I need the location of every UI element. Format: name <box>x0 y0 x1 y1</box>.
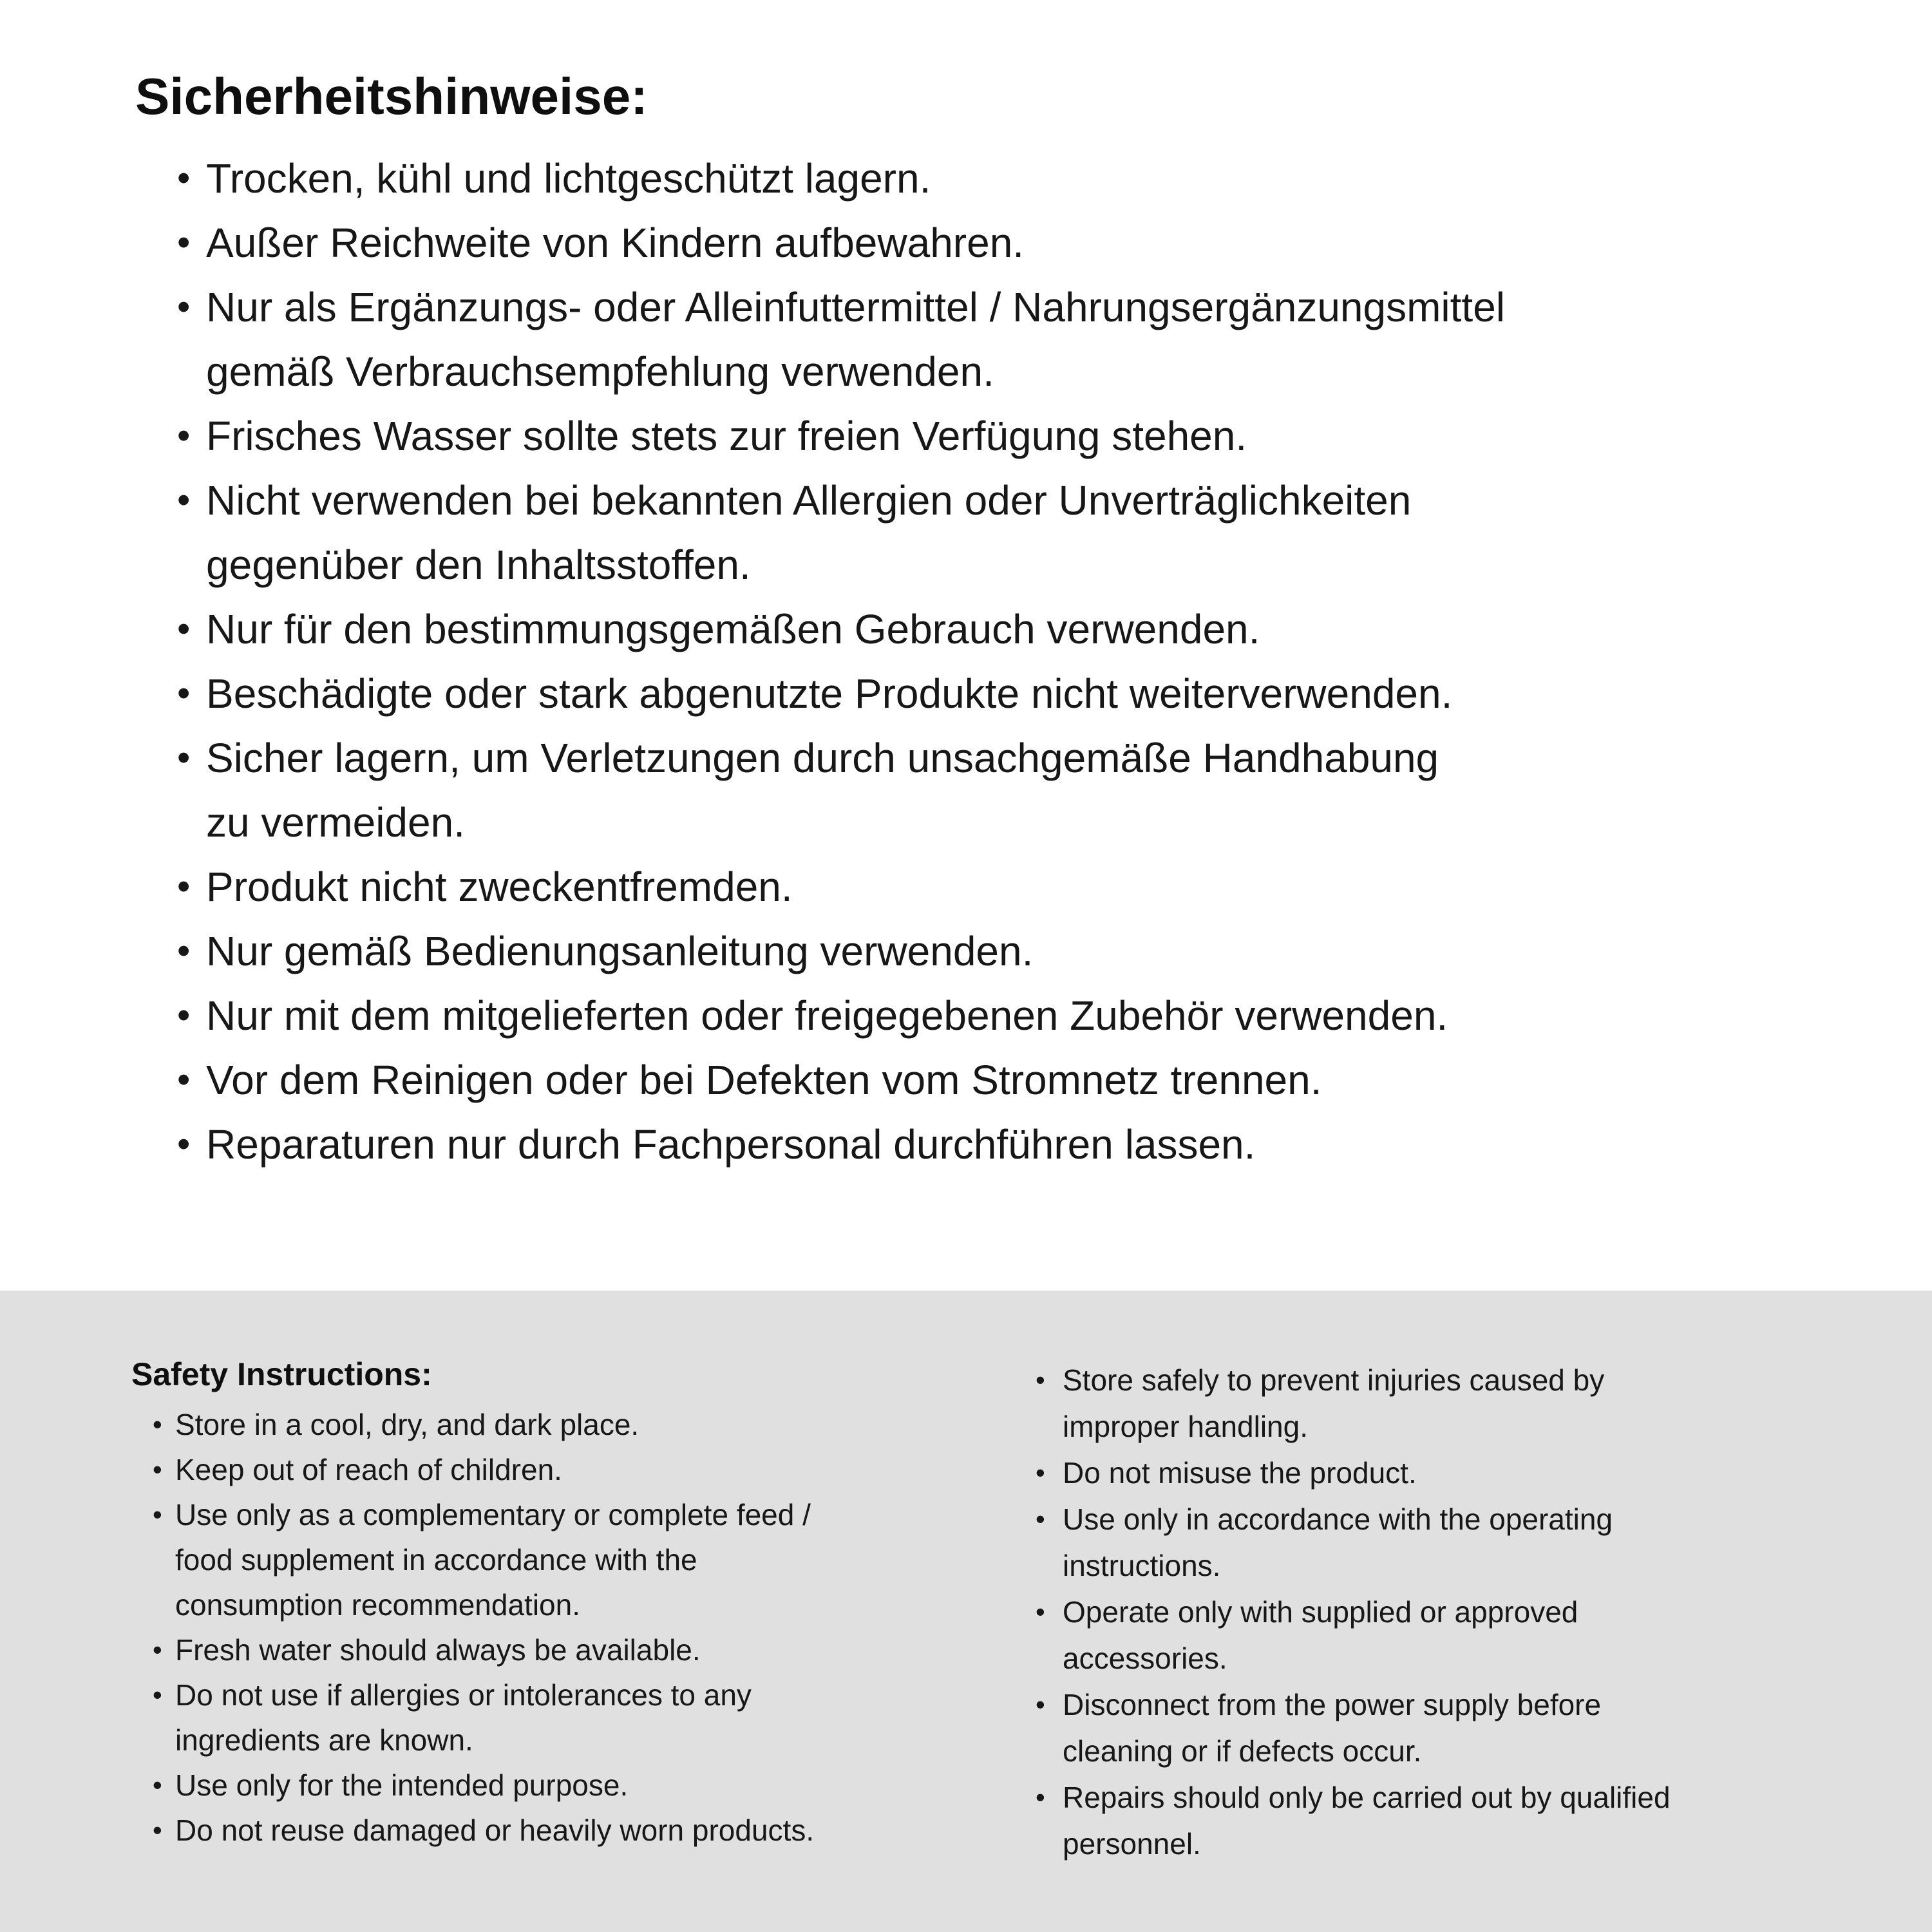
list-item <box>153 1402 814 1447</box>
english-safety-section-left <box>131 1356 814 1853</box>
list-item <box>153 1672 814 1763</box>
list-item <box>153 1447 814 1492</box>
list-line: gegenüber den Inhaltsstoffen. <box>206 542 751 588</box>
list-line: Produkt nicht zweckentfremden. <box>206 864 793 910</box>
list-line: Disconnect from the power supply before <box>1063 1688 1602 1721</box>
list-line: Repairs should only be carried out by qualified <box>1063 1781 1671 1814</box>
bullet-icon: • <box>177 1059 191 1101</box>
list-item <box>1036 1357 1671 1450</box>
english-safety-section-right <box>1036 1357 1671 1867</box>
bullet-icon: • <box>153 1680 162 1710</box>
bullet-icon: • <box>1036 1689 1045 1719</box>
list-line: Do not reuse damaged or heavily worn products. <box>175 1814 815 1847</box>
german-bullet-list <box>177 146 1505 1177</box>
bullet-icon: • <box>153 1499 162 1530</box>
bullet-icon: • <box>153 1454 162 1484</box>
bullet-icon: • <box>177 1123 191 1165</box>
list-item <box>1036 1589 1671 1681</box>
list-line: personnel. <box>1063 1827 1201 1861</box>
list-line: Store in a cool, dry, and dark place. <box>175 1408 639 1441</box>
list-line: Nur als Ergänzungs- oder Alleinfuttermittel / Nahrungsergänzungsmittel <box>206 284 1505 330</box>
list-item <box>153 1763 814 1808</box>
list-line: Store safely to prevent injuries caused by <box>1063 1363 1605 1397</box>
list-item <box>153 1492 814 1627</box>
list-line: Keep out of reach of children. <box>175 1453 562 1486</box>
bullet-icon: • <box>153 1409 162 1439</box>
bullet-icon: • <box>177 737 191 779</box>
list-line: food supplement in accordance with the <box>175 1543 697 1577</box>
list-item <box>1036 1681 1671 1774</box>
bullet-icon: • <box>177 866 191 907</box>
list-line: consumption recommendation. <box>175 1588 580 1622</box>
bullet-icon: • <box>177 930 191 972</box>
list-line: cleaning or if defects occur. <box>1063 1734 1422 1768</box>
bullet-icon: • <box>177 479 191 521</box>
english-bullet-list-right <box>1036 1357 1671 1867</box>
bullet-icon: • <box>153 1634 162 1665</box>
list-item <box>153 1808 814 1853</box>
bullet-icon: • <box>1036 1596 1045 1627</box>
list-item <box>177 146 1505 211</box>
bullet-icon: • <box>177 672 191 714</box>
list-item <box>177 919 1505 983</box>
list-line: Nur mit dem mitgelieferten oder freigegebenen Zubehör verwenden. <box>206 992 1448 1039</box>
list-item <box>177 661 1505 726</box>
list-line: Frisches Wasser sollte stets zur freien Verfügung stehen. <box>206 413 1247 459</box>
bullet-icon: • <box>1036 1504 1045 1534</box>
list-line: Nur für den bestimmungsgemäßen Gebrauch verwenden. <box>206 606 1260 652</box>
list-item <box>1036 1450 1671 1496</box>
list-item <box>177 855 1505 919</box>
bullet-icon: • <box>1036 1457 1045 1488</box>
list-item <box>177 211 1505 275</box>
bullet-icon: • <box>177 222 191 263</box>
bullet-icon: • <box>153 1815 162 1845</box>
list-line: accessories. <box>1063 1642 1227 1675</box>
bullet-icon: • <box>177 286 191 328</box>
list-item <box>177 983 1505 1048</box>
list-line: improper handling. <box>1063 1410 1309 1443</box>
list-item <box>177 404 1505 468</box>
bullet-icon: • <box>177 415 191 457</box>
english-section-heading: Safety Instructions: <box>131 1356 432 1392</box>
german-safety-section <box>135 68 1505 1177</box>
list-line: ingredients are known. <box>175 1723 473 1757</box>
list-item <box>1036 1774 1671 1867</box>
list-line: Operate only with supplied or approved <box>1063 1595 1578 1629</box>
list-line: gemäß Verbrauchsempfehlung verwenden. <box>206 348 994 395</box>
bullet-icon: • <box>153 1770 162 1800</box>
list-item <box>177 597 1505 661</box>
list-line: Nicht verwenden bei bekannten Allergien oder Unverträglichkeiten <box>206 477 1412 524</box>
list-line: Beschädigte oder stark abgenutzte Produkte nicht weiterverwenden. <box>206 670 1453 717</box>
list-line: instructions. <box>1063 1549 1221 1582</box>
english-bullet-list-left <box>153 1402 814 1853</box>
bullet-icon: • <box>177 994 191 1036</box>
list-line: Vor dem Reinigen oder bei Defekten vom Stromnetz trennen. <box>206 1057 1322 1103</box>
list-line: Sicher lagern, um Verletzungen durch unsachgemäße Handhabung <box>206 735 1439 781</box>
list-item <box>177 1048 1505 1112</box>
list-item <box>177 726 1505 855</box>
list-item <box>177 275 1505 404</box>
list-item <box>177 468 1505 597</box>
list-line: Do not use if allergies or intolerances to any <box>175 1678 752 1712</box>
german-section-heading: Sicherheitshinweise: <box>135 68 648 125</box>
bullet-icon: • <box>177 157 191 199</box>
bullet-icon: • <box>1036 1365 1045 1395</box>
list-line: Nur gemäß Bedienungsanleitung verwenden. <box>206 928 1034 974</box>
list-line: Fresh water should always be available. <box>175 1633 701 1667</box>
bullet-icon: • <box>177 608 191 650</box>
list-line: Use only as a complementary or complete feed / <box>175 1498 811 1531</box>
list-line: Außer Reichweite von Kindern aufbewahren. <box>206 220 1025 266</box>
list-item <box>177 1112 1505 1177</box>
list-line: Do not misuse the product. <box>1063 1456 1417 1490</box>
list-line: zu vermeiden. <box>206 799 465 846</box>
list-item <box>153 1627 814 1672</box>
list-line: Reparaturen nur durch Fachpersonal durchführen lassen. <box>206 1121 1256 1168</box>
bullet-icon: • <box>1036 1782 1045 1812</box>
list-line: Trocken, kühl und lichtgeschützt lagern. <box>206 155 931 202</box>
list-item <box>1036 1496 1671 1589</box>
list-line: Use only in accordance with the operating <box>1063 1502 1613 1536</box>
list-line: Use only for the intended purpose. <box>175 1768 629 1802</box>
